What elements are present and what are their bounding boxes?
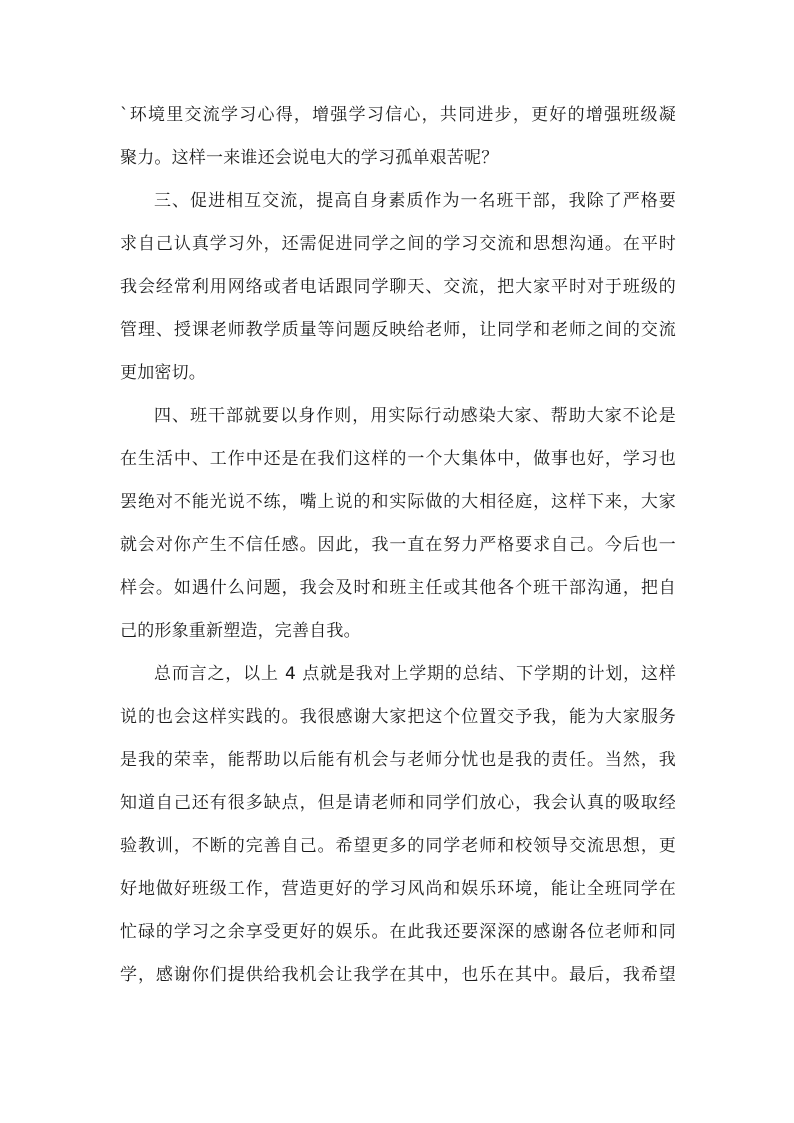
text-line-20: 忙碌的学习之余享受更好的娱乐。在此我还要深深的感谢各位老师和同 [120, 922, 676, 942]
text-line-9: 在生活中、工作中还是在我们这样的一个大集体中，做事也好，学习也 [120, 449, 676, 469]
text-line-3: 三、促进相互交流，提高自身素质作为一名班干部，我除了严格要 [154, 191, 676, 211]
text-line-14: 总而言之，以上 4 点就是我对上学期的总结、下学期的计划，这样 [154, 664, 676, 684]
text-line-13: 己的形象重新塑造，完善自我。 [120, 621, 361, 641]
text-line-16: 是我的荣幸，能帮助以后能有机会与老师分忧也是我的责任。当然，我 [120, 750, 676, 770]
text-line-21: 学，感谢你们提供给我机会让我学在其中，也乐在其中。最后，我希望 [120, 965, 676, 985]
text-line-11: 就会对你产生不信任感。因此，我一直在努力严格要求自己。今后也一 [120, 535, 676, 555]
text-line-7: 更加密切。 [120, 363, 206, 383]
text-line-4: 求自己认真学习外，还需促进同学之间的学习交流和思想沟通。在平时 [120, 234, 676, 254]
text-line-8: 四、班干部就要以身作则，用实际行动感染大家、帮助大家不论是 [154, 406, 676, 426]
text-line-6: 管理、授课老师教学质量等问题反映给老师，让同学和老师之间的交流 [120, 320, 676, 340]
text-line-1: `环境里交流学习心得，增强学习信心，共同进步，更好的增强班级凝 [120, 105, 676, 125]
text-line-5: 我会经常利用网络或者电话跟同学聊天、交流，把大家平时对于班级的 [120, 277, 676, 297]
text-line-17: 知道自己还有很多缺点，但是请老师和同学们放心，我会认真的吸取经 [120, 793, 676, 813]
text-line-19: 好地做好班级工作，营造更好的学习风尚和娱乐环境，能让全班同学在 [120, 879, 676, 899]
text-line-12: 样会。如遇什么问题，我会及时和班主任或其他各个班干部沟通，把自 [120, 578, 676, 598]
text-line-2: 聚力。这样一来谁还会说电大的学习孤单艰苦呢？ [120, 148, 499, 168]
text-line-15: 说的也会这样实践的。我很感谢大家把这个位置交予我，能为大家服务 [120, 707, 676, 727]
text-line-18: 验教训，不断的完善自己。希望更多的同学老师和校领导交流思想，更 [120, 836, 676, 856]
text-line-10: 罢绝对不能光说不练，嘴上说的和实际做的大相径庭，这样下来，大家 [120, 492, 676, 512]
